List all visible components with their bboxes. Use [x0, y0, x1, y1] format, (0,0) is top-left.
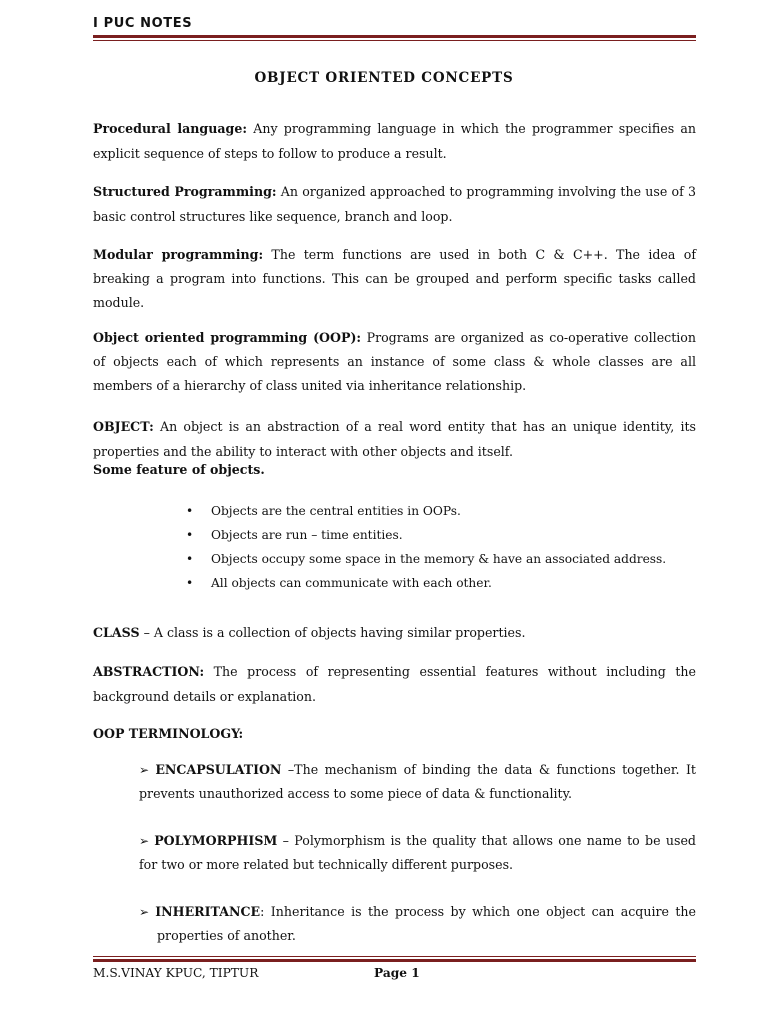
- structured-programming-paragraph: [93, 179, 696, 229]
- abstraction-paragraph: [93, 659, 696, 709]
- list-item: • Objects occupy some space in the memory & have an associated address.: [186, 547, 696, 571]
- term-abstraction: ABSTRACTION:: [93, 664, 205, 679]
- document-title: OBJECT ORIENTED CONCEPTS: [254, 70, 514, 86]
- list-item: • Objects are the central entities in OOPs.: [186, 499, 696, 523]
- term-procedural: Procedural language:: [93, 121, 248, 136]
- term-encapsulation: ENCAPSULATION: [155, 762, 282, 777]
- object-paragraph: [93, 414, 696, 464]
- term-object: OBJECT:: [93, 419, 154, 434]
- arrow-bullet-icon: ➢: [139, 905, 156, 919]
- header-title: I PUC NOTES: [93, 16, 193, 31]
- footer-page-number: Page 1: [374, 966, 420, 980]
- definition-polymorphism: – Polymorphism is the quality that allows one name to be used for two or more related but technically different purposes.: [139, 833, 696, 872]
- header-rule: [93, 35, 696, 41]
- term-oop: Object oriented programming (OOP):: [93, 330, 362, 345]
- features-heading: Some feature of objects.: [93, 462, 265, 477]
- list-item: • Objects are run – time entities.: [186, 523, 696, 547]
- polymorphism-item: [139, 829, 696, 877]
- term-structured: Structured Programming:: [93, 184, 277, 199]
- procedural-language-paragraph: [93, 116, 696, 166]
- definition-object: An object is an abstraction of a real word entity that has an unique identity, its properties and the ability to interact with other objects and itself.: [93, 419, 696, 459]
- definition-modular: The term functions are used in both C & C++. The idea of breaking a program into functions. This can be grouped and perform specific tasks called module.: [93, 247, 696, 310]
- term-inheritance: INHERITANCE: [155, 904, 261, 919]
- term-modular: Modular programming:: [93, 247, 264, 262]
- arrow-bullet-icon: ➢: [139, 763, 156, 777]
- encapsulation-item: [139, 758, 696, 806]
- oop-terminology-heading: OOP TERMINOLOGY:: [93, 726, 244, 741]
- footer-author: M.S.VINAY KPUC, TIPTUR: [93, 966, 259, 980]
- term-polymorphism: POLYMORPHISM: [154, 833, 278, 848]
- footer-rule: [93, 956, 696, 962]
- oop-paragraph: [93, 326, 696, 398]
- definition-procedural: Any programming language in which the programmer specifies an explicit sequence of steps to follow to produce a result.: [93, 121, 696, 161]
- features-list: [186, 499, 696, 595]
- term-class: CLASS: [93, 625, 140, 640]
- modular-programming-paragraph: [93, 243, 696, 315]
- definition-inheritance: : Inheritance is the process by which one object can acquire the properties of another.: [157, 904, 696, 943]
- definition-abstraction: The process of representing essential features without including the background details or explanation.: [93, 664, 696, 704]
- class-paragraph: [93, 621, 696, 645]
- definition-structured: An organized approached to programming involving the use of 3 basic control structures like sequence, branch and loop.: [93, 184, 696, 224]
- definition-encapsulation: –The mechanism of binding the data & functions together. It prevents unauthorized access to some piece of data & functionality.: [139, 762, 696, 801]
- inheritance-item: [139, 900, 696, 948]
- definition-oop: Programs are organized as co-operative collection of objects each of which represents an instance of some class & whole classes are all members of a hierarchy of class united via inheritance relationship.: [93, 330, 696, 393]
- arrow-bullet-icon: ➢: [139, 834, 155, 848]
- list-item: • All objects can communicate with each other.: [186, 571, 696, 595]
- definition-class: – A class is a collection of objects having similar properties.: [139, 625, 526, 640]
